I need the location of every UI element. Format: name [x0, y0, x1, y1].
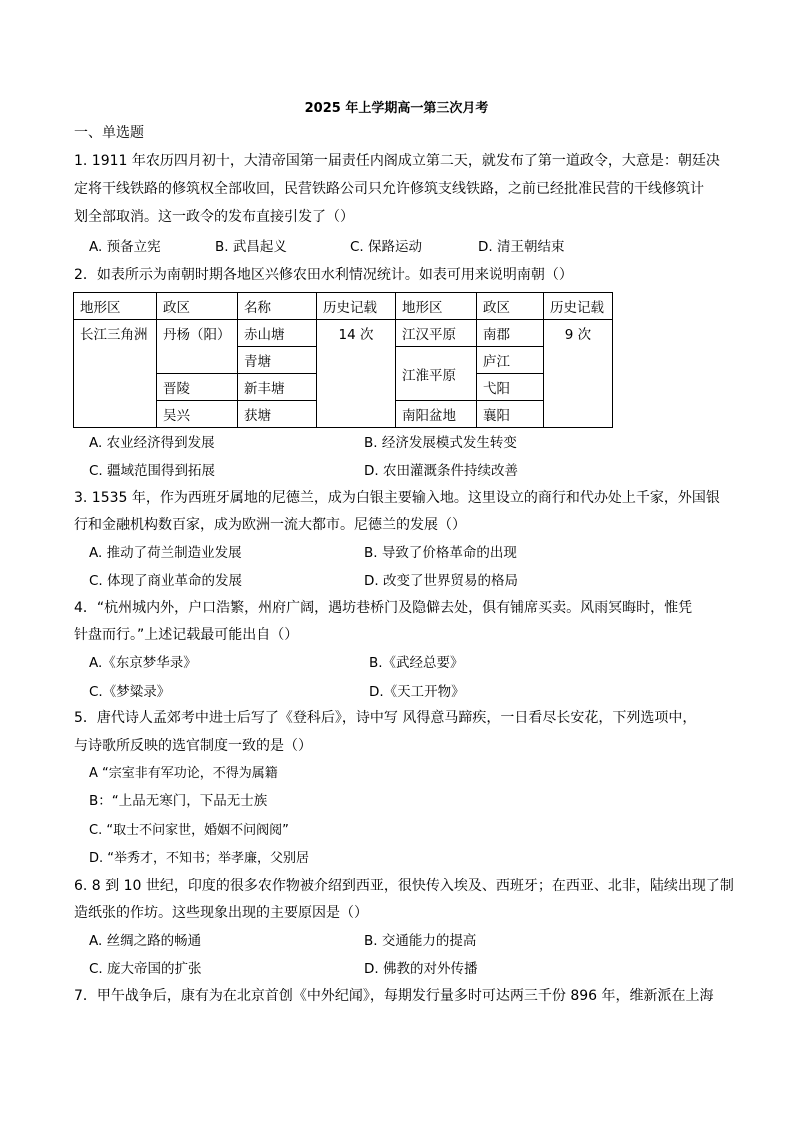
table-header: 历史记载	[317, 293, 396, 320]
table-header: 历史记载	[544, 293, 613, 320]
table-cell-name: 赤山塘	[238, 320, 317, 347]
table-cell-gov: 弋阳	[477, 374, 544, 401]
table-header: 政区	[477, 293, 544, 320]
table-header: 名称	[238, 293, 317, 320]
q5-option-a[interactable]: A “宗室非有军功论，不得为属籍	[89, 766, 278, 781]
table-cell-region: 南阳盆地	[396, 401, 477, 428]
table-cell-count: 9 次	[544, 320, 613, 428]
table-cell-gov: 襄阳	[477, 401, 544, 428]
q3-stem-line2: 行和金融机构数百家，成为欧洲一流大都市。尼德兰的发展（）	[74, 517, 466, 533]
q4-option-d[interactable]: D.《天工开物》	[369, 684, 465, 700]
q4-option-c[interactable]: C.《梦粱录》	[89, 684, 171, 700]
q6-stem-line2: 造纸张的作坊。这些现象出现的主要原因是（）	[74, 905, 368, 921]
table-cell-region: 长江三角洲	[74, 320, 157, 428]
q6-option-d[interactable]: D. 佛教的对外传播	[364, 961, 478, 977]
table-cell-region: 江汉平原	[396, 320, 477, 347]
table-cell-region: 江淮平原	[396, 347, 477, 401]
q4-stem-line1: 4．“杭州城内外，户口浩繁，州府广阔，遇坊巷桥门及隐僻去处，俱有铺席买卖。风雨冥晦时，惟凭	[74, 600, 693, 616]
q5-option-c[interactable]: C. “取士不问家世，婚姻不问阀阅”	[89, 823, 289, 838]
section-heading: 一、单选题	[74, 125, 144, 141]
q5-option-d[interactable]: D. “举秀才，不知书；举孝廉，父别居	[89, 851, 310, 866]
q1-stem-line3: 划全部取消。这一政令的发布直接引发了（）	[74, 209, 354, 225]
q2-option-a[interactable]: A. 农业经济得到发展	[89, 435, 215, 451]
q5-stem-line1: 5．唐代诗人孟郊考中进士后写了《登科后》，诗中写 风得意马蹄疾，一日看尽长安花，下列选项中，	[74, 710, 697, 726]
table-cell-count: 14 次	[317, 320, 396, 428]
q4-option-a[interactable]: A.《东京梦华录》	[89, 655, 197, 671]
q6-option-a[interactable]: A. 丝绸之路的畅通	[89, 933, 202, 949]
q2-option-b[interactable]: B. 经济发展模式发生转变	[364, 435, 517, 451]
q3-option-b[interactable]: B. 导致了价格革命的出现	[364, 545, 517, 561]
q5-stem-line2: 与诗歌所反映的选官制度一致的是（）	[74, 738, 312, 754]
table-header: 地形区	[74, 293, 157, 320]
table-cell-gov: 晋陵	[157, 374, 238, 401]
q4-option-b[interactable]: B.《武经总要》	[369, 655, 464, 671]
q1-option-c[interactable]: C. 保路运动	[350, 239, 423, 255]
q6-stem-line1: 6. 8 到 10 世纪，印度的很多农作物被介绍到西亚，很快传入埃及、西班牙；在西亚、北非，陆续出现了制	[74, 878, 734, 894]
q5-option-b[interactable]: B：“上品无寒门，下品无士族	[89, 793, 268, 809]
q1-stem-line2: 定将干线铁路的修筑权全部收回，民营铁路公司只允许修筑支线铁路，之前已经批准民营的干线修筑计	[74, 181, 704, 197]
table-cell-name: 新丰塘	[238, 374, 317, 401]
exam-title: 2025 年上学期高一第三次月考	[304, 101, 489, 116]
q2-stem-line1: 2．如表所示为南朝时期各地区兴修农田水利情况统计。如表可用来说明南朝（）	[74, 267, 573, 283]
q3-option-d[interactable]: D. 改变了世界贸易的格局	[364, 573, 518, 589]
table-header-row	[74, 293, 613, 320]
q1-stem-line1: 1. 1911 年农历四月初十，大清帝国第一届责任内阁成立第二天，就发布了第一道政令，大意是：朝廷决	[74, 153, 720, 169]
q6-option-c[interactable]: C. 庞大帝国的扩张	[89, 961, 202, 977]
table-header: 政区	[157, 293, 238, 320]
q2-option-c[interactable]: C. 疆域范围得到拓展	[89, 463, 216, 479]
q7-stem-line1: 7．甲午战争后，康有为在北京首创《中外纪闻》，每期发行量多时可达两三千份 896 年，维新派在上海	[74, 988, 714, 1004]
table-header: 地形区	[396, 293, 477, 320]
table-row	[74, 320, 613, 347]
q2-option-d[interactable]: D. 农田灌溉条件持续改善	[364, 463, 518, 479]
q1-option-a[interactable]: A. 预备立宪	[89, 239, 161, 255]
q6-option-b[interactable]: B. 交通能力的提高	[364, 933, 477, 949]
irrigation-table	[73, 292, 613, 428]
table-cell-gov: 庐江	[477, 347, 544, 374]
table-cell-gov: 丹杨（阳）	[157, 320, 238, 374]
q1-option-b[interactable]: B. 武昌起义	[215, 239, 287, 255]
q3-stem-line1: 3. 1535 年，作为西班牙属地的尼德兰，成为白银主要输入地。这里设立的商行和代办处上千家，外国银	[74, 490, 720, 506]
q1-option-d[interactable]: D. 清王朝结束	[478, 239, 565, 255]
q3-option-c[interactable]: C. 体现了商业革命的发展	[89, 573, 243, 589]
table-cell-name: 青塘	[238, 347, 317, 374]
table-cell-name: 获塘	[238, 401, 317, 428]
q3-option-a[interactable]: A. 推动了荷兰制造业发展	[89, 545, 242, 561]
table-cell-gov: 吴兴	[157, 401, 238, 428]
q4-stem-line2: 针盘而行。”上述记载最可能出自（）	[74, 627, 299, 643]
table-cell-gov: 南郡	[477, 320, 544, 347]
